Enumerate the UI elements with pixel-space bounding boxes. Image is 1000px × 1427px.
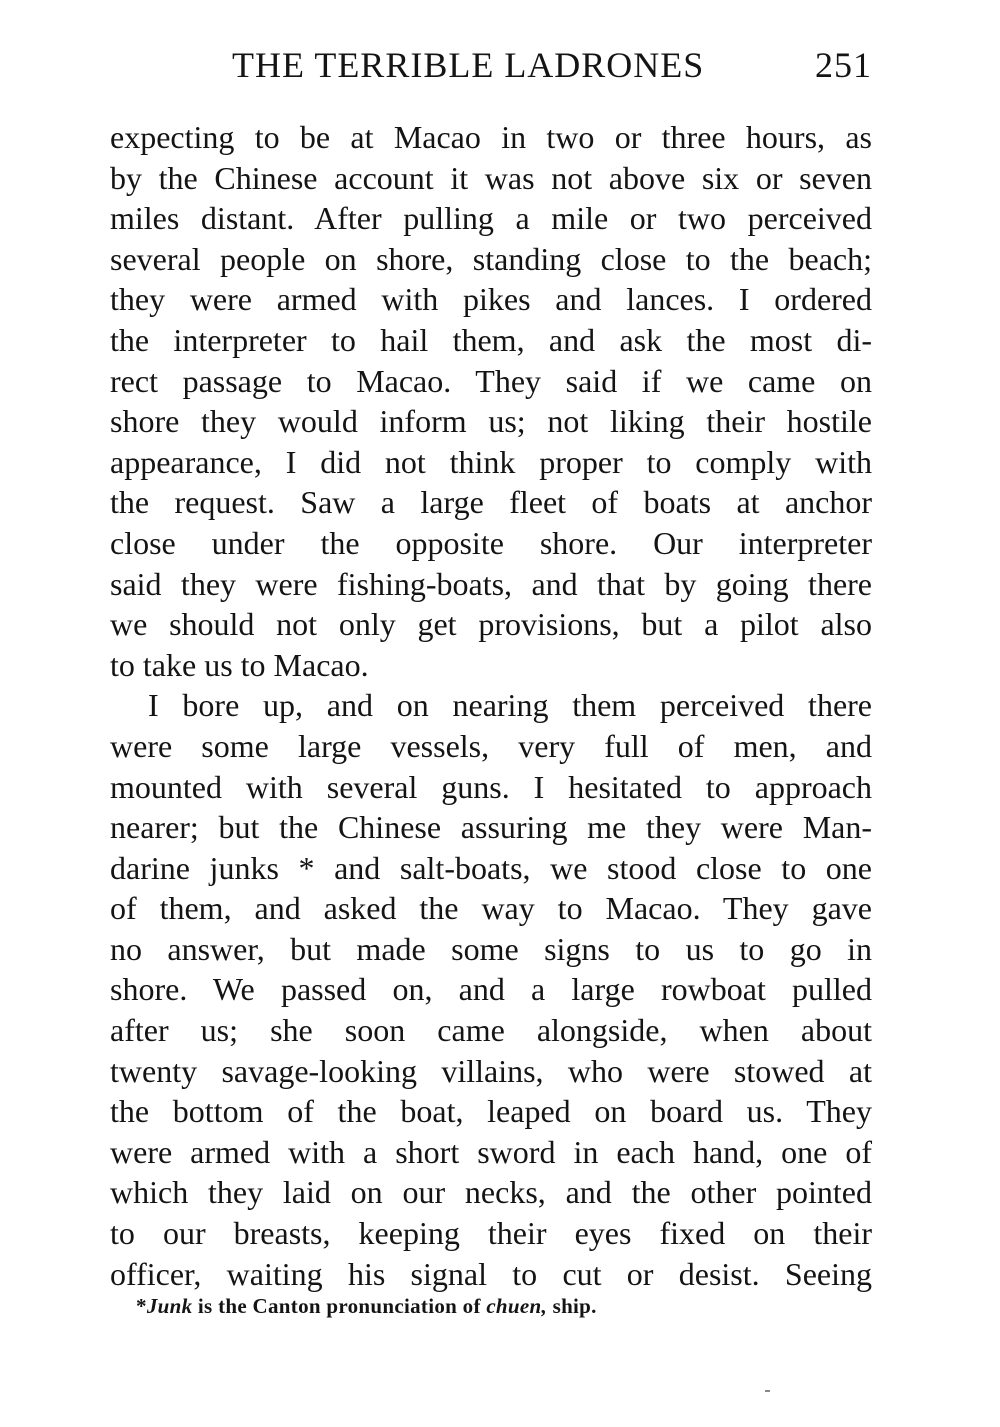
text-line: no answer, but made some signs to us to go in — [110, 930, 872, 967]
print-speck — [765, 1390, 770, 1392]
footnote-text-end: ship. — [547, 1294, 597, 1318]
text-line: were some large vessels, very full of men, and — [110, 727, 872, 764]
text-line: mounted with several guns. I hesitated to approach — [110, 768, 872, 805]
paragraph-1 — [110, 117, 872, 685]
text-line: I bore up, and on nearing them perceived there — [148, 687, 872, 724]
footnote-foreign-word: chuen, — [486, 1294, 548, 1318]
text-line: officer, waiting his signal to cut or desist. Seeing — [110, 1255, 872, 1292]
running-title: THE TERRIBLE LADRONES — [232, 45, 705, 85]
text-line: appearance, I did not think proper to comply with — [110, 443, 872, 480]
text-line: close under the opposite shore. Our interpreter — [110, 524, 872, 561]
text-line: nearer; but the Chinese assuring me they were Man- — [110, 809, 872, 846]
page-number: 251 — [815, 45, 872, 85]
footnote — [136, 1294, 597, 1319]
text-line: shore. We passed on, and a large rowboat pulled — [110, 971, 872, 1008]
text-line: the bottom of the boat, leaped on board us. They — [110, 1093, 872, 1130]
text-line: rect passage to Macao. They said if we came on — [110, 362, 872, 399]
body-text — [110, 117, 872, 1294]
text-line: darine junks * and salt-boats, we stood close to one — [110, 849, 872, 886]
text-line: which they laid on our necks, and the other pointed — [110, 1174, 872, 1211]
text-line: twenty savage-looking villains, who were stowed at — [110, 1052, 872, 1089]
text-line: shore they would inform us; not liking their hostile — [110, 403, 872, 440]
text-line: they were armed with pikes and lances. I ordered — [110, 281, 872, 318]
footnote-marker: * — [136, 1294, 147, 1318]
paragraph-2 — [110, 685, 872, 1294]
text-line: expecting to be at Macao in two or three hours, as — [110, 119, 872, 155]
text-line: after us; she soon came alongside, when about — [110, 1012, 872, 1049]
footnote-term: Junk — [146, 1294, 193, 1318]
text-line: miles distant. After pulling a mile or two perceived — [110, 200, 872, 237]
text-line: were armed with a short sword in each hand, one of — [110, 1133, 872, 1170]
text-line: we should not only get provisions, but a pilot also — [110, 606, 872, 643]
text-line: to take us to Macao. — [110, 646, 369, 683]
text-line: the interpreter to hail them, and ask the most di- — [110, 321, 872, 358]
text-line: to our breasts, keeping their eyes fixed on their — [110, 1215, 872, 1252]
footnote-text: is the Canton pronunciation of — [192, 1294, 487, 1318]
text-line: by the Chinese account it was not above six or seven — [110, 159, 872, 196]
text-line: of them, and asked the way to Macao. They gave — [110, 890, 872, 927]
text-line: the request. Saw a large fleet of boats at anchor — [110, 484, 872, 521]
running-header — [232, 44, 872, 88]
text-line: said they were fishing-boats, and that by going there — [110, 565, 872, 602]
text-line: several people on shore, standing close to the beach; — [110, 240, 872, 277]
